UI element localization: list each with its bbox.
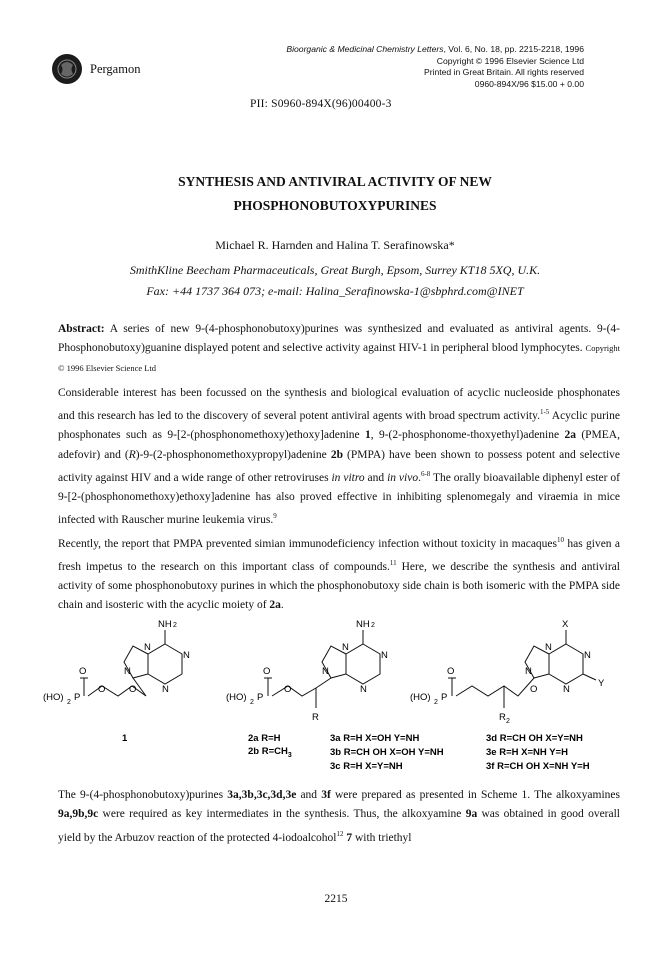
n-label: N bbox=[525, 666, 532, 677]
hydroxy-subscript: 2 bbox=[67, 699, 71, 706]
pii: PII: S0960-894X(96)00400-3 bbox=[250, 98, 392, 110]
phosphorus-label: P bbox=[441, 692, 448, 703]
copyright-line: Copyright © 1996 Elsevier Science Ltd bbox=[436, 55, 584, 66]
phosphorus-label: P bbox=[257, 692, 264, 703]
n-label: N bbox=[124, 666, 131, 677]
compound-3e-label: 3e R=H X=NH Y=H bbox=[486, 747, 568, 758]
compound-3b-label: 3b R=CH OH X=OH Y=NH bbox=[330, 747, 444, 758]
n-label: N bbox=[144, 642, 151, 653]
hydroxy-subscript: 2 bbox=[434, 699, 438, 706]
r2-subscript: 2 bbox=[506, 718, 510, 725]
oxygen-label: O bbox=[98, 684, 106, 695]
printed-line: Printed in Great Britain. All rights reserved bbox=[423, 67, 584, 77]
authors: Michael R. Harnden and Halina T. Serafinowska* bbox=[215, 238, 455, 252]
hydroxy-label: (HO) bbox=[43, 692, 64, 703]
contact: Fax: +44 1737 364 073; e-mail: Halina_Serafinowska-1@sbphrd.com@INET bbox=[146, 284, 524, 298]
amine-label: NH bbox=[158, 619, 172, 630]
hydroxy-label: (HO) bbox=[226, 692, 247, 703]
n-label: N bbox=[342, 642, 349, 653]
n-label: N bbox=[563, 684, 570, 695]
compound-1-label: 1 bbox=[122, 733, 128, 744]
oxygen-label: O bbox=[79, 666, 87, 677]
title-line-2: PHOSPHONOBUTOXYPURINES bbox=[233, 198, 437, 213]
page-number: 2215 bbox=[324, 893, 348, 905]
oxygen-label: O bbox=[284, 684, 292, 695]
price-line: 0960-894X/96 $15.00 + 0.00 bbox=[474, 78, 584, 89]
compound-3f-label: 3f R=CH OH X=NH Y=H bbox=[486, 761, 590, 772]
phosphorus-label: P bbox=[74, 692, 81, 703]
n-label: N bbox=[584, 650, 591, 661]
y-label: Y bbox=[598, 678, 605, 689]
amine-subscript: 2 bbox=[371, 622, 375, 629]
abstract-text: A series of new 9-(4-phosphonobutoxy)purines was synthesized and evaluated as antiviral agents. 9-(4-Phosphonobutoxy)guanine displayed potent and selective activity against HIV-1 in peripheral blood lymphocytes. bbox=[58, 323, 620, 355]
abstract-label: Abstract: bbox=[58, 323, 105, 335]
body-paragraph-2: The 9-(4-phosphonobutoxy)purines 3a,3b,3c,3d,3e and 3f were prepared as presented in Scheme 1. The alkoxyamines 9a,9b,9c were required as key intermediates in the synthesis. Thus, the alkoxyamine 9a was obtained in good overall yield by the Arbuzov reaction of the protected 4-iodoalcohol$^{12}$ 7 with triethyl bbox=[58, 789, 620, 844]
abstract-copyright: Copyright © 1996 Elsevier Science Ltd bbox=[58, 343, 621, 373]
oxygen-label: O bbox=[263, 666, 271, 677]
oxygen-label: O bbox=[129, 684, 137, 695]
abstract bbox=[58, 320, 620, 378]
article-title bbox=[60, 170, 610, 218]
n-label: N bbox=[381, 650, 388, 661]
hydroxy-label: (HO) bbox=[410, 692, 431, 703]
compound-3c-label: 3c R=H X=Y=NH bbox=[330, 761, 403, 772]
compound-3d-label: 3d R=CH OH X=Y=NH bbox=[486, 733, 583, 744]
oxygen-label: O bbox=[447, 666, 455, 677]
journal-volume: , Vol. 6, No. 18, pp. 2215-2218, 1996 bbox=[443, 44, 584, 54]
affiliation-block bbox=[60, 260, 610, 302]
affiliation: SmithKline Beecham Pharmaceuticals, Great Burgh, Epsom, Surrey KT18 5XQ, U.K. bbox=[129, 263, 541, 277]
r2-label: R bbox=[499, 712, 506, 723]
n-label: N bbox=[360, 684, 367, 695]
n-label: N bbox=[183, 650, 190, 661]
compound-3a-label: 3a R=H X=OH Y=NH bbox=[330, 733, 420, 744]
x-label: X bbox=[562, 619, 569, 630]
compound-2a-label: 2a R=H bbox=[248, 733, 281, 744]
hydroxy-subscript: 2 bbox=[250, 699, 254, 706]
publisher-logo bbox=[52, 54, 82, 84]
publisher-name: Pergamon bbox=[90, 62, 141, 76]
amine-subscript: 2 bbox=[173, 622, 177, 629]
r-label: R bbox=[312, 712, 319, 723]
journal-title: Bioorganic & Medicinal Chemistry Letters bbox=[286, 44, 444, 54]
oxygen-label: O bbox=[530, 684, 538, 695]
n-label: N bbox=[545, 642, 552, 653]
title-line-1: SYNTHESIS AND ANTIVIRAL ACTIVITY OF NEW bbox=[178, 174, 492, 189]
compound-2b-label: 2b $R=CH_3$ bbox=[248, 746, 292, 759]
body-paragraph-1: Considerable interest has been focussed on the synthesis and biological evaluation of acyclic nucleoside phosphonates and this research has led to the discovery of several potent antiviral agents with broad spectrum activity.$^{1-5}$ Acyclic purine phosphonates such as 9-[2-(phosphonomethoxy)ethoxy]adenine 1, 9-(2-phosphonome-thoxyethyl)adenine 2a (PMEA, adefovir) and (R)-9-(2-phosphonomethoxypropyl)adenine 2b (PMPA) have been shown to possess potent and selective activity against HIV and a wide range of other retroviruses in vitro and in vivo.$^{6-8}$ The orally bioavailable diphenyl ester of 9-[2-(phosphonomethoxy)ethoxy]adenine has also proved effective in inhibiting splenomegaly and viraemia in mice infected with Rauscher murine leukemia virus.$^9$ Recently, the report that PMPA prevented simian immunodeficiency infection without toxicity in macaques$^{10}$ has given a fresh impetus to the research on this important class of compounds.$^{11}$ Here, we describe the synthesis and antiviral activity of some phosphonobutoxy purines in which the phosphonobutoxy side chain is both isomeric with the PMPA side chain and isosteric with the acyclic moiety of 2a. bbox=[58, 387, 621, 612]
structures-figure bbox=[40, 616, 640, 776]
n-label: N bbox=[322, 666, 329, 677]
journal-info bbox=[286, 44, 584, 90]
n-label: N bbox=[162, 684, 169, 695]
amine-label: NH bbox=[356, 619, 370, 630]
